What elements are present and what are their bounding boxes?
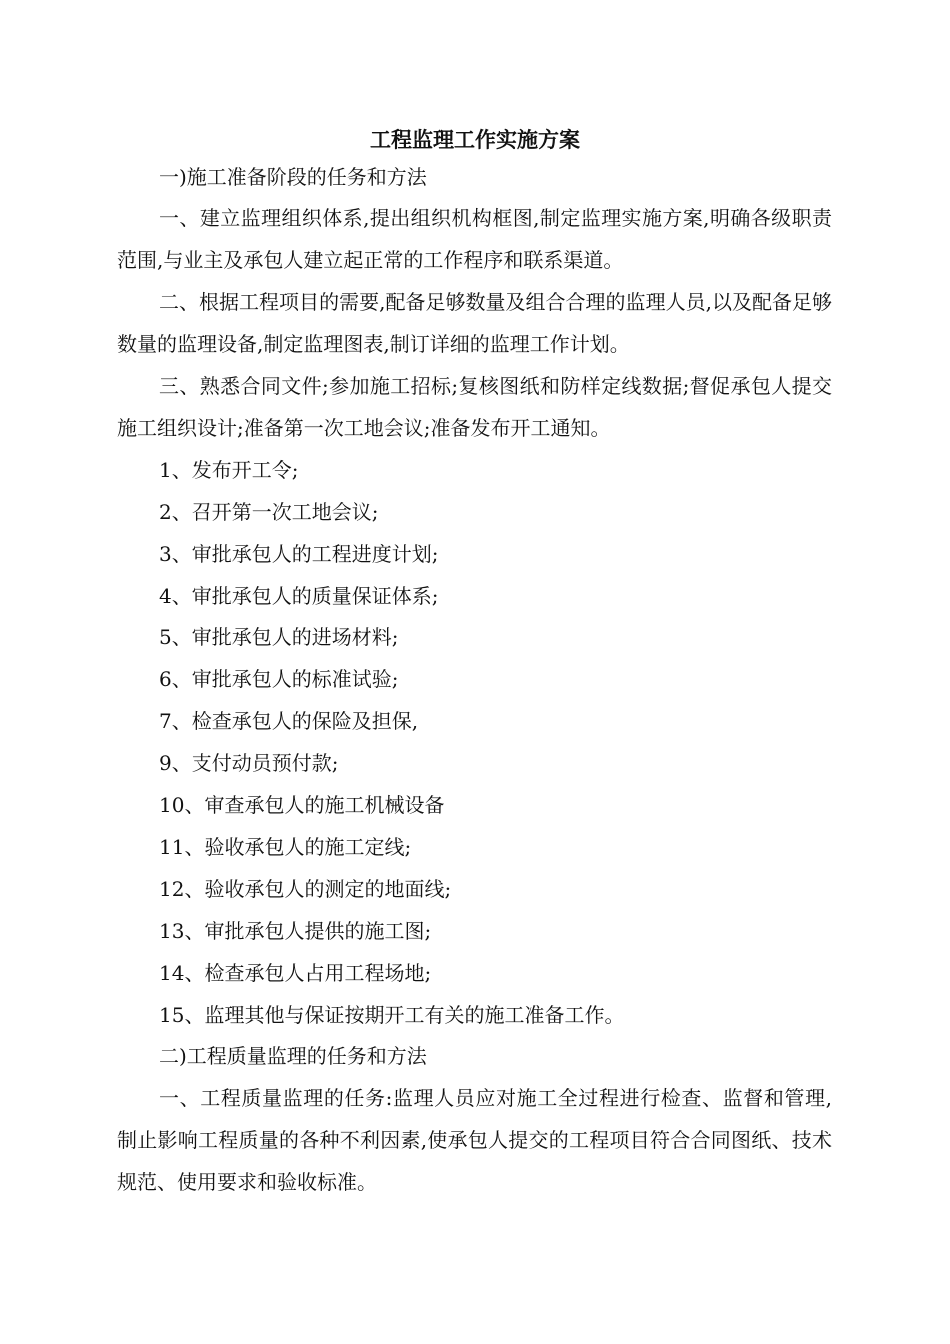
document-title: 工程监理工作实施方案: [370, 127, 580, 152]
list-item: 11、验收承包人的施工定线;: [159, 835, 412, 859]
paragraph-4: 一、工程质量监理的任务:监理人员应对施工全过程进行检查、监督和管理,制止影响工程质量的各种不利因素,使承包人提交的工程项目符合合同图纸、技术规范、使用要求和验收标准。: [117, 1086, 832, 1194]
list-item: 1、发布开工令;: [159, 458, 299, 482]
section-heading-1: 一)施工准备阶段的任务和方法: [159, 165, 427, 189]
list-item: 15、监理其他与保证按期开工有关的施工准备工作。: [159, 1003, 625, 1027]
list-item: 5、审批承包人的进场材料;: [159, 625, 399, 649]
paragraph-3: 三、熟悉合同文件;参加施工招标;复核图纸和防样定线数据;督促承包人提交施工组织设计;准备第一次工地会议;准备发布开工通知。: [117, 374, 832, 440]
list-item: 7、检查承包人的保险及担保,: [159, 709, 419, 733]
list-item: 9、支付动员预付款;: [159, 751, 339, 775]
list-item: 10、审查承包人的施工机械设备: [159, 793, 445, 817]
list-item: 14、检查承包人占用工程场地;: [159, 961, 432, 985]
list-item: 4、审批承包人的质量保证体系;: [159, 584, 439, 608]
section-heading-2: 二)工程质量监理的任务和方法: [159, 1044, 427, 1068]
list-item: 12、验收承包人的测定的地面线;: [159, 877, 452, 901]
list-item: 3、审批承包人的工程进度计划;: [159, 542, 439, 566]
list-item: 13、审批承包人提供的施工图;: [159, 919, 432, 943]
paragraph-1: 一、建立监理组织体系,提出组织机构框图,制定监理实施方案,明确各级职责范围,与业主及承包人建立起正常的工作程序和联系渠道。: [117, 206, 832, 272]
list-item: 6、审批承包人的标准试验;: [159, 667, 399, 691]
paragraph-2: 二、根据工程项目的需要,配备足够数量及组合合理的监理人员,以及配备足够数量的监理设备,制定监理图表,制订详细的监理工作计划。: [117, 290, 832, 356]
list-item: 2、召开第一次工地会议;: [159, 500, 379, 524]
